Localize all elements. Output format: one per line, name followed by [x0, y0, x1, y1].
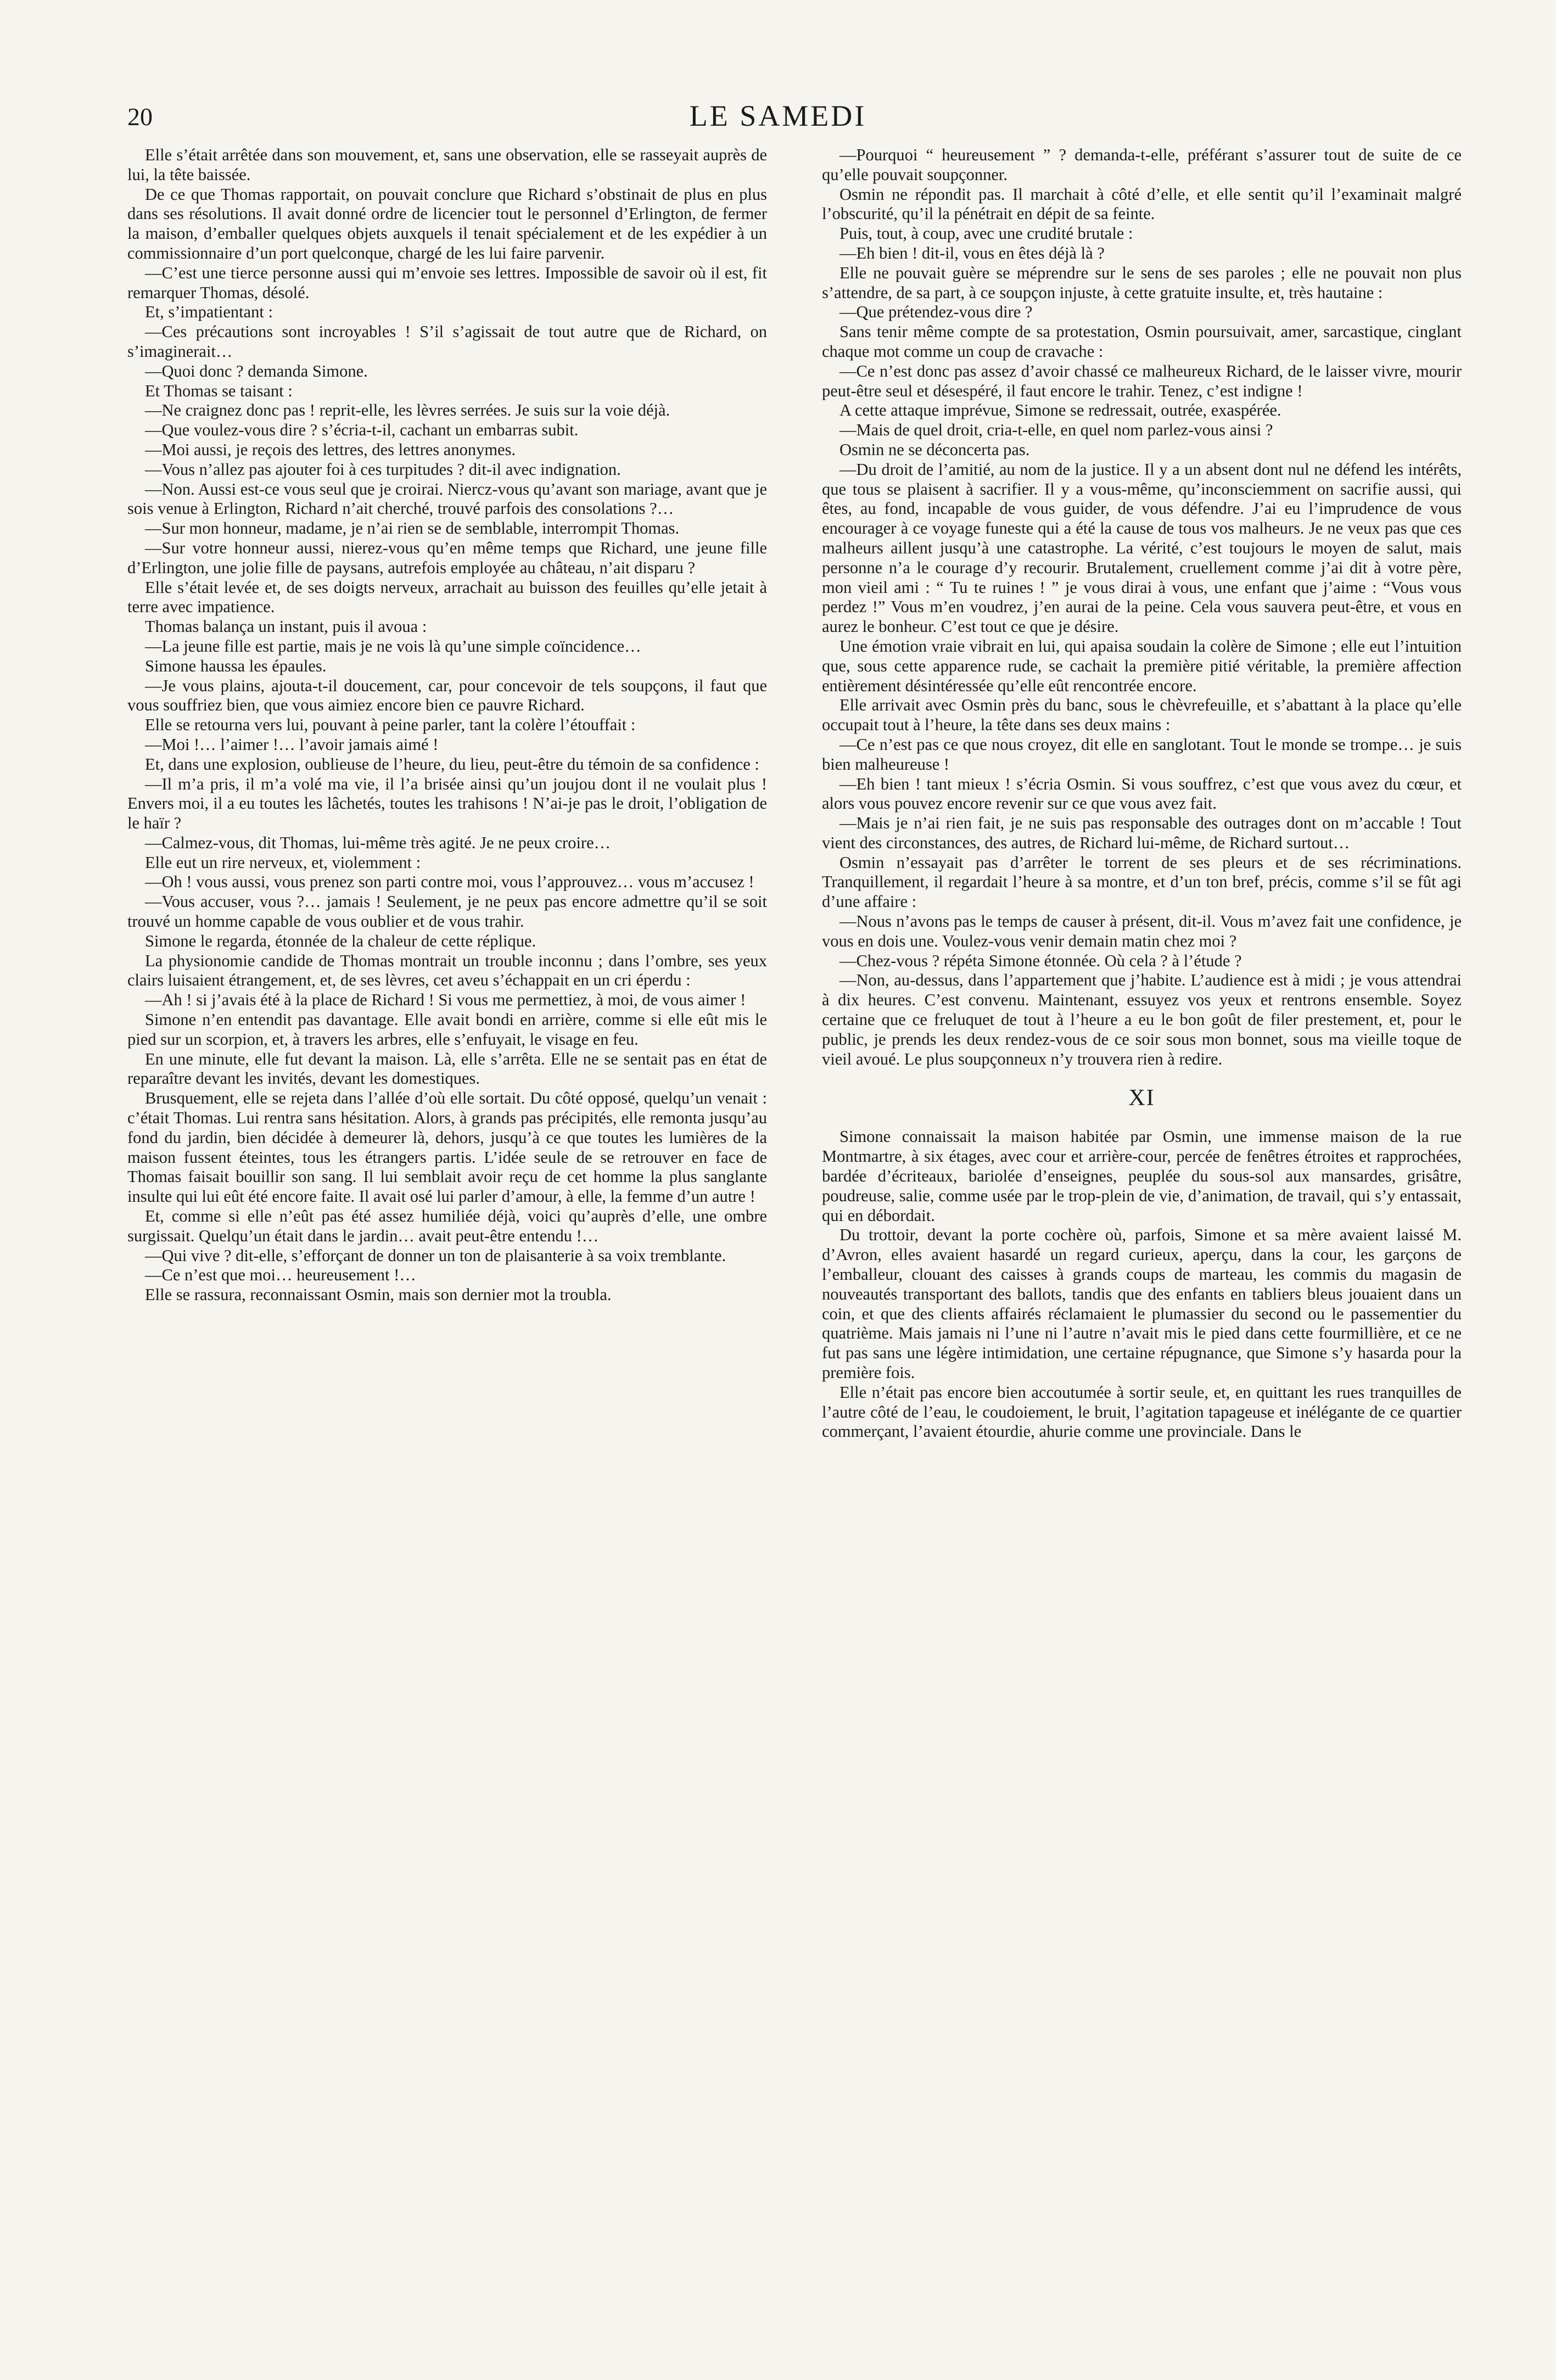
- paragraph: —Ce n’est pas ce que nous croyez, dit elle en sanglotant. Tout le monde se trompe… je suis bien malheureuse !: [822, 735, 1462, 774]
- paragraph: Puis, tout, à coup, avec une crudité brutale :: [839, 224, 1133, 243]
- paragraph: Osmin ne répondit pas. Il marchait à côté d’elle, et elle sentit qu’il l’examinait malgré l’obscurité, qu’il la pénétrait en dépit de sa feinte.: [822, 184, 1462, 223]
- paragraph: —Du droit de l’amitié, au nom de la justice. Il y a un absent dont nul ne défend les intérêts, que tous se plaisent à sacrifier. Il y a vous-même, qu’inconsciemment on sacrifie aussi, qui êtes, au fond, incapable de vous guider, de vous défendre. J’ai eu l’imprudence de vous encourager à ce voyage funeste qui a été la cause de tous vos malheurs. Je ne veux pas que ces malheurs aillent jusqu’à une catastrophe. La vérité, c’est toujours le moyen de salut, mais personne n’a le courage d’y recourir. Brutalement, cruellement comme j’ai dit à votre père, mon vieil ami : “ Tu te ruines ! ” je vous dirai à vous, une enfant que j’aime : “Vous vous perdez !” Vous m’en voudrez, j’en aurai de la peine. Cela vous sauvera peut-être, et vous en aurez le bonheur. C’est tout ce que je désire.: [822, 460, 1462, 636]
- paragraph: —Sur votre honneur aussi, nierez-vous qu’en même temps que Richard, une jeune fille d’Erlington, une jolie fille de paysans, autrefois employée au château, n’ait disparu ?: [127, 538, 767, 577]
- paragraph: —Ah ! si j’avais été à la place de Richard ! Si vous me permettiez, à moi, de vous aimer !: [145, 990, 746, 1010]
- paragraph: —La jeune fille est partie, mais je ne vois là qu’une simple coïncidence…: [145, 636, 641, 656]
- paragraph: Brusquement, elle se rejeta dans l’allée d’où elle sortait. Du côté opposé, quelqu’un venait : c’était Thomas. Lui rentra sans hésitation. Alors, à grands pas précipités, elle remonta jusqu’au fond du jardin, bien décidée à demeurer là, dehors, jusqu’à ce que toutes les lumières de la maison fussent éteintes, tous les étrangers partis. L’idée seule de se retrouver en face de Thomas faisait bouillir son sang. Il lui semblait avoir reçu de cet homme la plus sanglante insulte qui lui eût été encore faite. Il avait osé lui parler d’amour, à elle, la femme d’un autre !: [127, 1089, 767, 1206]
- right-column-before-chapter: [822, 145, 1462, 1069]
- journal-title: LE SAMEDI: [689, 99, 867, 132]
- paragraph: —Ce n’est donc pas assez d’avoir chassé ce malheureux Richard, de le laisser vivre, mourir peut-être seul et désespéré, il faut encore le trahir. Tenez, c’est indigne !: [822, 361, 1462, 400]
- paragraph: —Pourquoi “ heureusement ” ? demanda-t-elle, préférant s’assurer tout de suite de ce qu’elle pouvait soupçonner.: [822, 145, 1462, 184]
- paragraph: Osmin ne se déconcerta pas.: [839, 440, 1030, 459]
- paragraph: Elle s’était arrêtée dans son mouvement, et, sans une observation, elle se rasseyait auprès de lui, la tête baissée.: [127, 145, 767, 184]
- paragraph: Elle se rassura, reconnaissant Osmin, mais son dernier mot la troubla.: [145, 1285, 612, 1304]
- paragraph: —Vous accuser, vous ?… jamais ! Seulement, je ne peux pas encore admettre qu’il se soit trouvé un homme capable de vous oublier et de vous trahir.: [127, 892, 767, 931]
- paragraph: —Calmez-vous, dit Thomas, lui-même très agité. Je ne peux croire…: [145, 833, 611, 852]
- paragraph: Osmin n’essayait pas d’arrêter le torrent de ses pleurs et de ses récriminations. Tranquillement, il regardait l’heure à sa montre, et d’un ton bref, précis, comme s’il se fût agi d’une affaire :: [822, 853, 1462, 911]
- paragraph: Simone connaissait la maison habitée par Osmin, une immense maison de la rue Montmartre, à six étages, avec cour et arrière-cour, percée de fenêtres étroites et rapprochées, bardée d’écriteaux, bariolée d’enseignes, peuplée du sous-sol aux mansardes, grisâtre, poudreuse, salie, comme usée par le trop-plein de vie, d’animation, de travail, qui s’y entassait, qui en débordait.: [822, 1127, 1462, 1225]
- page-number: 20: [127, 103, 153, 131]
- paragraph: —Eh bien ! dit-il, vous en êtes déjà là ?: [839, 243, 1105, 262]
- paragraph: —C’est une tierce personne aussi qui m’envoie ses lettres. Impossible de savoir où il est, fit remarquer Thomas, désolé.: [127, 263, 767, 302]
- paragraph: —Il m’a pris, il m’a volé ma vie, il l’a brisée ainsi qu’un joujou dont il ne voulait plus ! Envers moi, il a eu toutes les lâchetés, toutes les trahisons ! N’ai-je pas le droit, l’obligation de le haïr ?: [127, 774, 767, 833]
- paragraph: —Ce n’est que moi… heureusement !…: [145, 1265, 416, 1285]
- paragraph: En une minute, elle fut devant la maison. Là, elle s’arrêta. Elle ne se sentait pas en état de reparaître devant les invités, devant les domestiques.: [127, 1049, 767, 1088]
- paragraph: Elle s’était levée et, de ses doigts nerveux, arrachait au buisson des feuilles qu’elle jetait à terre avec impatience.: [127, 578, 767, 617]
- paragraph: Et, comme si elle n’eût pas été assez humiliée déjà, voici qu’auprès d’elle, une ombre surgissait. Quelqu’un était dans le jardin… avait peut-être entendu !…: [127, 1207, 767, 1245]
- paragraph: —Moi !… l’aimer !… l’avoir jamais aimé !: [145, 735, 439, 754]
- paragraph: Elle se retourna vers lui, pouvant à peine parler, tant la colère l’étouffait :: [145, 715, 636, 735]
- paragraph: Simone haussa les épaules.: [145, 656, 327, 675]
- paragraph: —Qui vive ? dit-elle, s’efforçant de donner un ton de plaisanterie à sa voix tremblante.: [145, 1246, 726, 1265]
- right-column: [822, 145, 1462, 2270]
- paragraph: —Eh bien ! tant mieux ! s’écria Osmin. Si vous souffrez, c’est que vous avez du cœur, et alors vous pouvez encore revenir sur ce que vous avez fait.: [822, 774, 1462, 813]
- paragraph: —Moi aussi, je reçois des lettres, des lettres anonymes.: [145, 440, 516, 459]
- paragraph: Et Thomas se taisant :: [145, 381, 293, 400]
- paragraph: —Que prétendez-vous dire ?: [839, 303, 1033, 322]
- paragraph: —Mais de quel droit, cria-t-elle, en quel nom parlez-vous ainsi ?: [839, 421, 1273, 440]
- paragraph: Thomas balança un instant, puis il avoua :: [145, 617, 427, 636]
- text-columns: [127, 145, 1462, 2270]
- paragraph: Elle n’était pas encore bien accoutumée à sortir seule, et, en quittant les rues tranquilles de l’autre côté de l’eau, le coudoiement, le bruit, l’agitation tapageuse et inélégante de ce quartier commerçant, l’avaient étourdie, ahurie comme une provinciale. Dans le: [822, 1382, 1462, 1441]
- paragraph: —Sur mon honneur, madame, je n’ai rien se de semblable, interrompit Thomas.: [145, 519, 680, 538]
- paragraph: —Chez-vous ? répéta Simone étonnée. Où cela ? à l’étude ?: [839, 951, 1242, 970]
- paragraph: Elle arrivait avec Osmin près du banc, sous le chèvrefeuille, et s’abattant à la place qu’elle occupait tout à l’heure, la tête dans ses deux mains :: [822, 696, 1462, 735]
- right-column-after-chapter: [822, 1127, 1462, 1442]
- paragraph: —Non. Aussi est-ce vous seul que je croirai. Niercz-vous qu’avant son mariage, avant que je sois venue à Erlington, Richard n’ait cherché, trouvé parfois des consolations ?…: [127, 479, 767, 518]
- paragraph: Sans tenir même compte de sa protestation, Osmin poursuivait, amer, sarcastique, cinglant chaque mot comme un coup de cravache :: [822, 322, 1462, 361]
- paragraph: —Vous n’allez pas ajouter foi à ces turpitudes ? dit-il avec indignation.: [145, 460, 621, 479]
- paragraph: Elle ne pouvait guère se méprendre sur le sens de ses paroles ; elle ne pouvait non plus s’attendre, de sa part, à ce soupçon injuste, à cette gratuite insulte, et, très hautaine :: [822, 263, 1462, 302]
- paragraph: A cette attaque imprévue, Simone se redressait, outrée, exaspérée.: [839, 401, 1281, 420]
- paragraph: Simone n’en entendit pas davantage. Elle avait bondi en arrière, comme si elle eût mis le pied sur un scorpion, et, à travers les arbres, elle s’enfuyait, le visage en feu.: [127, 1010, 767, 1049]
- paragraph: Elle eut un rire nerveux, et, violemment :: [145, 853, 421, 872]
- paragraph: Une émotion vraie vibrait en lui, qui apaisa soudain la colère de Simone ; elle eut l’intuition que, sous cette apparence rude, se cachait la première pitié véritable, la première affection entièrement désintéressée qu’elle eût rencontrée encore.: [822, 636, 1462, 695]
- paragraph: —Oh ! vous aussi, vous prenez son parti contre moi, vous l’approuvez… vous m’accusez !: [145, 872, 754, 892]
- paragraph: Simone le regarda, étonnée de la chaleur de cette réplique.: [145, 931, 536, 950]
- paragraph: —Nous n’avons pas le temps de causer à présent, dit-il. Vous m’avez fait une confidence, je vous en dois une. Voulez-vous venir demain matin chez moi ?: [822, 912, 1462, 950]
- left-column: [127, 145, 767, 2270]
- paragraph: —Mais je n’ai rien fait, je ne suis pas responsable des outrages dont on m’accable ! Tout vient des circonstances, des autres, de Richard lui-même, de Richard surtout…: [822, 814, 1462, 852]
- paragraph: —Quoi donc ? demanda Simone.: [145, 361, 368, 380]
- chapter-heading: XI: [1128, 1085, 1155, 1111]
- paragraph: —Ne craignez donc pas ! reprit-elle, les lèvres serrées. Je suis sur la voie déjà.: [145, 401, 670, 420]
- paragraph: De ce que Thomas rapportait, on pouvait conclure que Richard s’obstinait de plus en plus dans ses résolutions. Il avait donné ordre de licencier tout le personnel d’Erlington, de fermer la maison, d’emballer quelques objets auxquels il tenait spécialement et de les expédier à un commissionnaire d’un port quelconque, chargé de les lui faire parvenir.: [127, 184, 767, 262]
- paragraph: La physionomie candide de Thomas montrait un trouble inconnu ; dans l’ombre, ses yeux clairs luisaient étrangement, et, de ses lèvres, cet aveu s’échappait en un cri éperdu :: [127, 951, 767, 990]
- paragraph: Du trottoir, devant la porte cochère où, parfois, Simone et sa mère avaient laissé M. d’Avron, elles avaient hasardé un regard curieux, aperçu, dans la cour, les garçons de l’emballeur, clouant des caisses à grands coups de marteau, les commis du magasin de nouveautés transportant des ballots, tandis que des enfants en tabliers bleus jouaient dans un coin, et que des clients affairés réclamaient le plumassier du second ou le passementier du quatrième. Mais jamais ni l’une ni l’autre n’avait mis le pied dans cette fourmillière, et ce ne fut pas sans une légère intimidation, une certaine répugnance, que Simone s’y hasarda pour la première fois.: [822, 1225, 1462, 1382]
- paragraph: —Ces précautions sont incroyables ! S’il s’agissait de tout autre que de Richard, on s’imaginerait…: [127, 322, 767, 361]
- paragraph: —Que voulez-vous dire ? s’écria-t-il, cachant un embarras subit.: [145, 421, 579, 440]
- paragraph: —Non, au-dessus, dans l’appartement que j’habite. L’audience est à midi ; je vous attendrai à dix heures. C’est convenu. Maintenant, essuyez vos yeux et rentrons ensemble. Soyez certaine que ce freluquet de tout à l’heure a eu le bon goût de filer prestement, et, pour le public, je prends les deux rendez-vous de ce soir sous mon bonnet, sous ma vieille toque de vieil avoué. Le plus soupçonneux n’y trouvera rien à redire.: [822, 971, 1462, 1068]
- paragraph: Et, dans une explosion, oublieuse de l’heure, du lieu, peut-être du témoin de sa confidence :: [145, 754, 759, 774]
- paragraph: Et, s’impatientant :: [145, 303, 273, 322]
- paragraph: —Je vous plains, ajouta-t-il doucement, car, pour concevoir de tels soupçons, il faut que vous souffriez bien, que vous aimiez encore bien ce pauvre Richard.: [127, 676, 767, 715]
